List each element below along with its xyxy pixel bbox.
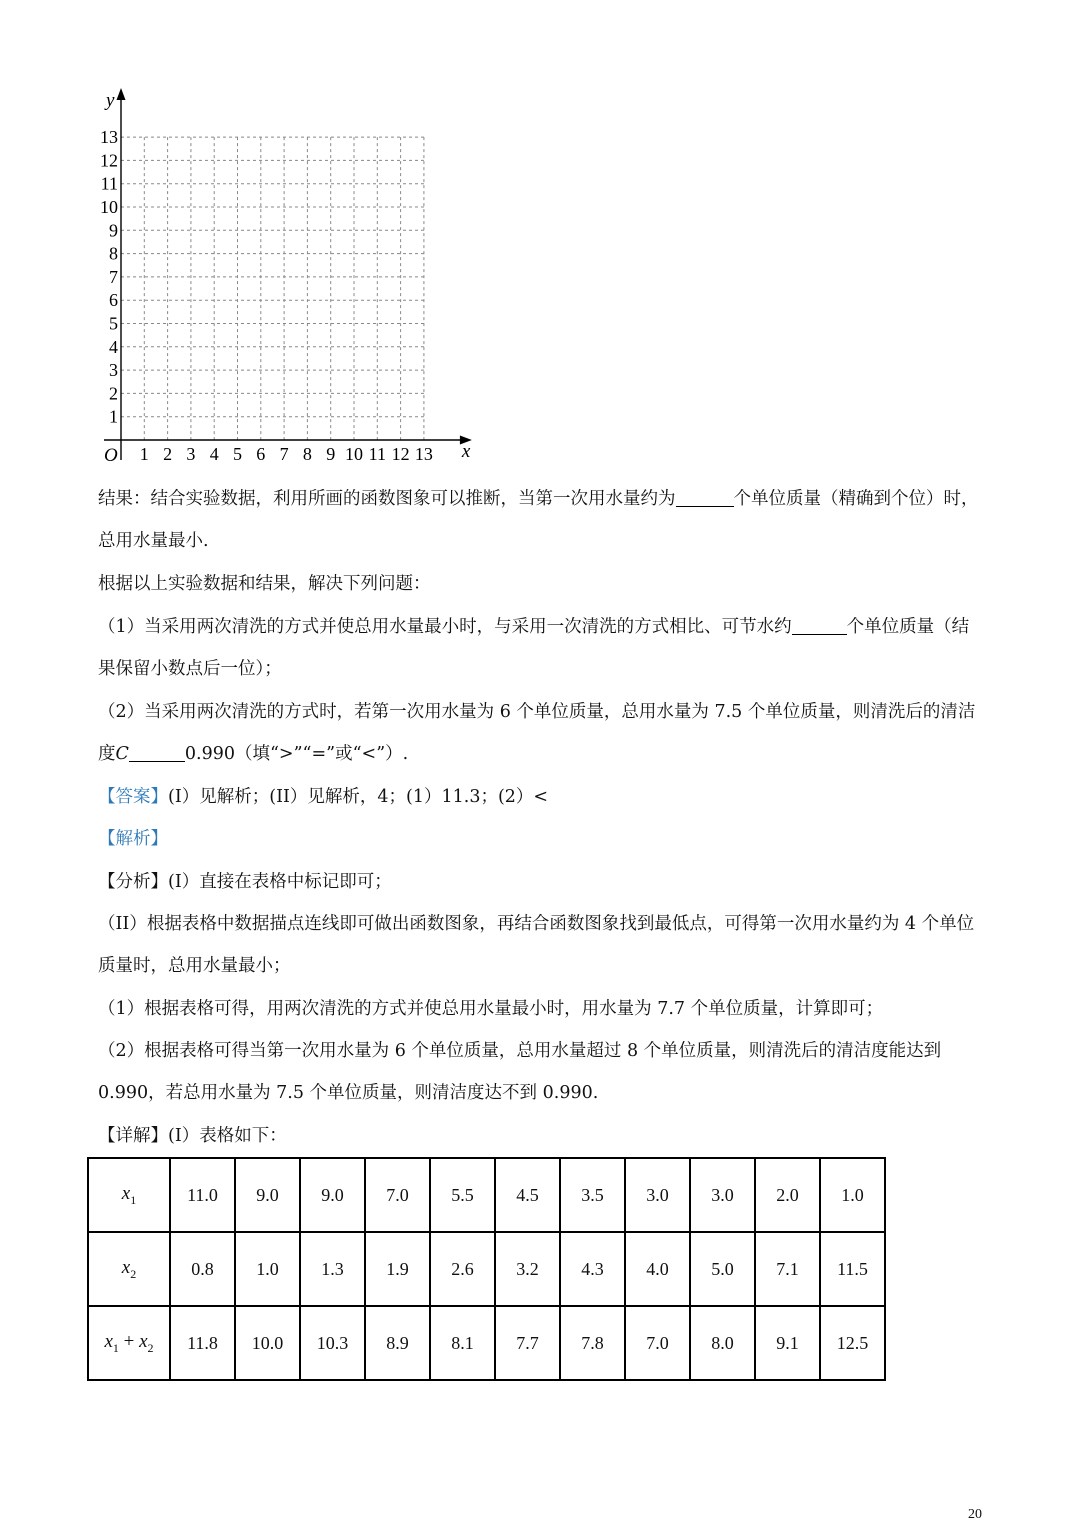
x-axis-label: x (461, 441, 471, 462)
table-cell: 7.8 (560, 1306, 625, 1380)
page-number: 20 (968, 1507, 982, 1522)
table-cell: 2.6 (430, 1232, 495, 1306)
table-cell: 1.0 (820, 1158, 885, 1232)
row-header-x1: $x_1$ (88, 1158, 170, 1232)
question-1-text-1: （1）当采用两次清洗的方式并使总用水量最小时，与采用一次清洗的方式相比、可节水约 (98, 617, 792, 637)
answer-blank-3[interactable] (129, 741, 185, 762)
x-tick-label: 13 (414, 444, 433, 464)
x-tick-label: 7 (279, 444, 289, 464)
table-cell: 10.3 (300, 1306, 365, 1380)
xiangjie-text: (I）表格如下： (168, 1126, 287, 1146)
x-tick-label: 4 (209, 444, 219, 464)
answer-tag: 【答案】 (98, 787, 168, 807)
table-cell: 10.0 (235, 1306, 300, 1380)
y-tick-label: 6 (109, 290, 118, 311)
fenxi-text-4: （2）根据表格可得当第一次用水量为 6 个单位质量，总用水量超过 8 个单位质量，则清洗后的清洁度能达到 0.990，若总用水量为 7.5 个单位质量，则清洁度达不到 0.990. (98, 1041, 942, 1103)
table-cell: 11.5 (820, 1232, 885, 1306)
result-text-1: 结果：结合实验数据，利用所画的函数图象可以推断，当第一次用水量约为 (98, 489, 676, 509)
x-tick-label: 8 (302, 444, 312, 464)
table-cell: 4.3 (560, 1232, 625, 1306)
y-tick-label: 3 (109, 360, 118, 381)
question-1 (98, 606, 986, 690)
question-1-text-2: 个单位质量（结果保留小数点后一位）； (98, 617, 970, 679)
y-axis-arrow (117, 88, 126, 100)
x-tick-label: 6 (256, 444, 266, 464)
table-cell: 8.9 (365, 1306, 430, 1380)
table-row (88, 1306, 885, 1380)
table-cell: 3.0 (625, 1158, 690, 1232)
table-cell: 9.0 (235, 1158, 300, 1232)
table-cell: 9.1 (755, 1306, 820, 1380)
y-tick-label: 13 (100, 127, 118, 148)
table-cell: 8.1 (430, 1306, 495, 1380)
table-cell: 0.8 (170, 1232, 235, 1306)
fenxi-tag: 【分析】 (98, 872, 168, 892)
y-tick-label: 2 (109, 383, 118, 404)
answer-text: (I）见解析；(II）见解析，4；(1）11.3；(2）< (168, 787, 549, 807)
result-paragraph (98, 478, 986, 562)
water-usage-table (87, 1157, 886, 1381)
y-tick-label: 11 (100, 173, 118, 194)
table-cell: 3.0 (690, 1158, 755, 1232)
table-cell: 11.8 (170, 1306, 235, 1380)
table-cell: 4.0 (625, 1232, 690, 1306)
table-cell: 7.0 (625, 1306, 690, 1380)
table-cell: 1.0 (235, 1232, 300, 1306)
fenxi-text-3: （1）根据表格可得，用两次清洗的方式并使总用水量最小时，用水量为 7.7 个单位质量，计算即可； (98, 999, 884, 1019)
analysis-tag: 【解析】 (98, 829, 168, 849)
y-axis-label: y (106, 90, 115, 111)
table-cell: 4.5 (495, 1158, 560, 1232)
xiangjie-tag: 【详解】 (98, 1126, 168, 1146)
y-tick-label: 12 (100, 150, 118, 171)
y-tick-label: 8 (109, 243, 118, 264)
fenxi-text: (I）直接在表格中标记即可； (168, 872, 392, 892)
row-header-x2: $x_2$ (88, 1232, 170, 1306)
question-2-text-1: （2）当采用两次清洗的方式时，若第一次用水量为 6 个单位质量，总用水量为 7.5 个单位质量，则清洗后的清洁度 (98, 702, 976, 764)
table-cell: 11.0 (170, 1158, 235, 1232)
table-cell: 2.0 (755, 1158, 820, 1232)
origin-label: O (104, 445, 118, 466)
table-cell: 8.0 (690, 1306, 755, 1380)
fenxi-paragraph-2 (98, 903, 986, 987)
y-tick-label: 9 (109, 220, 118, 241)
table-cell: 12.5 (820, 1306, 885, 1380)
answer-blank-1[interactable] (676, 486, 734, 507)
table-cell: 3.2 (495, 1232, 560, 1306)
y-tick-label: 1 (109, 406, 118, 427)
row-header-sum: $x_1 + x_2$ (88, 1306, 170, 1380)
table-cell: 5.0 (690, 1232, 755, 1306)
table-cell: 7.0 (365, 1158, 430, 1232)
x-tick-label: 5 (233, 444, 242, 464)
table-cell: 9.0 (300, 1158, 365, 1232)
x-tick-label: 11 (368, 444, 386, 464)
fenxi-paragraph-4 (98, 1030, 986, 1114)
x-tick-label: 2 (163, 444, 173, 464)
cleanliness-variable: C (115, 744, 129, 764)
fenxi-text-2: （II）根据表格中数据描点连线即可做出函数图象，再结合函数图象找到最低点，可得第一次用水量约为 4 个单位质量时，总用水量最小； (98, 914, 975, 976)
intro-text: 根据以上实验数据和结果，解决下列问题： (98, 574, 431, 594)
xiangjie-line (98, 1115, 986, 1157)
table-cell: 3.5 (560, 1158, 625, 1232)
table-cell: 7.7 (495, 1306, 560, 1380)
analysis-heading (98, 818, 986, 860)
y-tick-label: 7 (109, 266, 118, 287)
answer-line (98, 776, 986, 818)
question-2-text-2: 0.990（填“>”“=”或“<”）. (184, 744, 409, 764)
fenxi-paragraph-3 (98, 988, 986, 1030)
x-tick-label: 10 (345, 444, 363, 464)
x-tick-label: 9 (326, 444, 336, 464)
y-tick-label: 5 (109, 313, 118, 334)
question-2 (98, 691, 986, 775)
x-tick-label: 12 (391, 444, 410, 464)
table-row (88, 1158, 885, 1232)
x-tick-label: 1 (139, 444, 149, 464)
intro-paragraph (98, 563, 986, 605)
fenxi-line (98, 861, 986, 903)
y-tick-label: 10 (100, 197, 118, 217)
result-text-2: 个单位质量（精确到个位）时，总用水量最小. (98, 489, 979, 551)
coordinate-grid (96, 88, 486, 468)
table-row (88, 1232, 885, 1306)
table-cell: 1.3 (300, 1232, 365, 1306)
table-cell: 1.9 (365, 1232, 430, 1306)
table-cell: 5.5 (430, 1158, 495, 1232)
y-tick-label: 4 (109, 336, 118, 357)
table-cell: 7.1 (755, 1232, 820, 1306)
x-tick-label: 3 (186, 444, 196, 464)
answer-blank-2[interactable] (792, 614, 847, 635)
